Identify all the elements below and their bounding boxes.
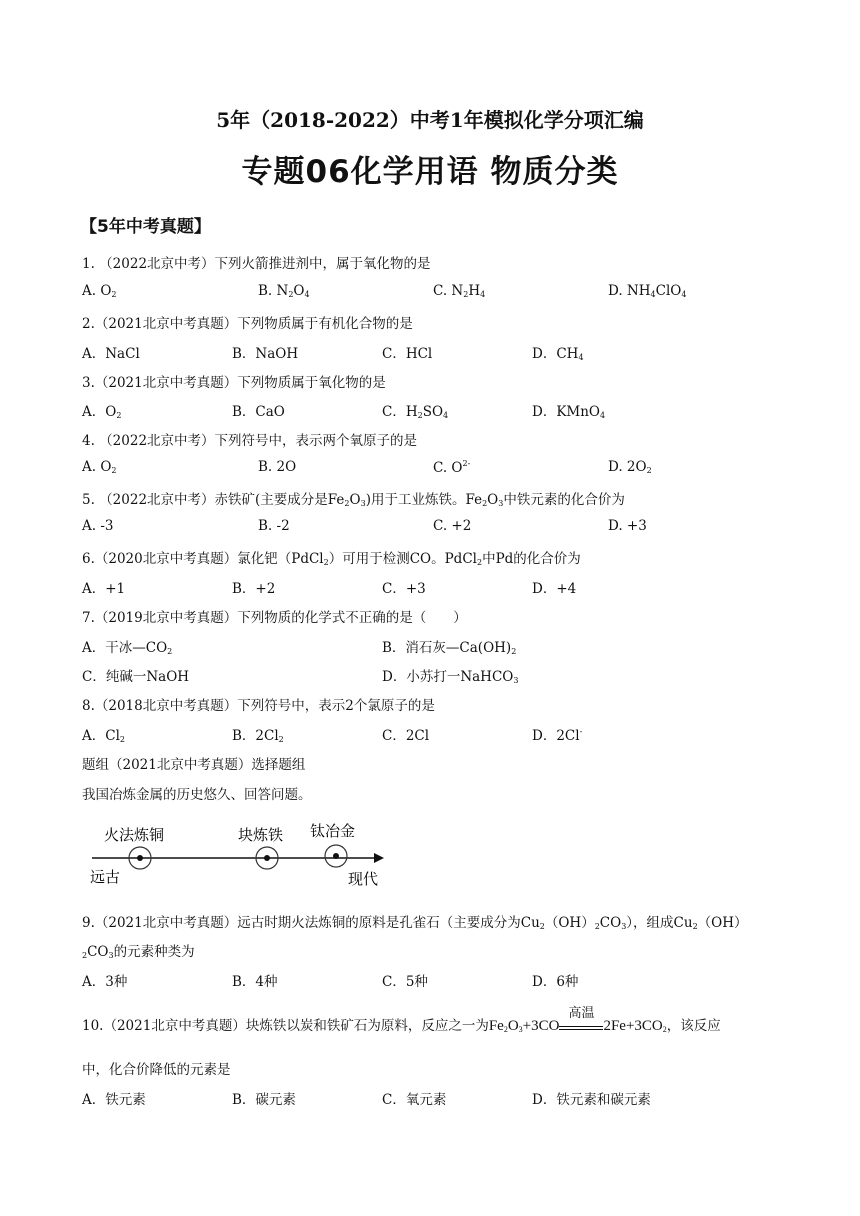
document-title: 专题06化学用语 物质分类 — [241, 154, 619, 190]
question-4-stem: 4. （2022北京中考）下列符号中，表示两个氧原子的是 — [82, 433, 418, 449]
question-1-option-d: D. $NH_4ClO_4$ — [608, 283, 687, 299]
question-2-option-c: C．HCl — [382, 346, 433, 362]
question-1-option-c: C. $N_2H_4$ — [433, 283, 486, 299]
question-7-option-a: A．干冰$—CO_2$ — [82, 640, 173, 656]
timeline-start-label: 远古 — [90, 868, 121, 886]
question-1-option-a: A. $O_2$ — [82, 283, 117, 299]
question-3-option-a: A．$O_2$ — [82, 404, 122, 420]
reaction-condition — [559, 1006, 603, 1030]
question-10-stem-line2: 中，化合价降低的元素是 — [82, 1062, 231, 1078]
section-heading: 【5年中考真题】 — [80, 217, 211, 237]
question-6-stem: 6.（2020北京中考真题）氯化钯（PdCl$_2$）可用于检测CO。PdCl$_2$中Pd的化合价为 — [82, 551, 581, 567]
question-4-option-a: A. $O_2$ — [82, 459, 117, 475]
question-4-option-c: C. $O^{2-}$ — [433, 459, 471, 476]
question-9-option-d: D．6种 — [532, 974, 579, 990]
question-5-option-c: C. +2 — [433, 518, 472, 534]
question-7-stem: 7.（2019北京中考真题）下列物质的化学式不正确的是（ ） — [82, 610, 467, 626]
question-10-option-c: C．氧元素 — [382, 1092, 447, 1108]
question-5-option-d: D. +3 — [608, 518, 647, 534]
question-8-option-b: B．$2Cl_2$ — [232, 728, 284, 744]
document-subtitle: 5年（2018-2022）中考1年模拟化学分项汇编 — [216, 108, 644, 132]
question-3-option-d: D．KMnO$_4$ — [532, 404, 606, 420]
reaction-condition-label: 高温 — [568, 1006, 595, 1021]
question-2-option-a: A．NaCl — [82, 346, 140, 362]
question-2-option-b: B．NaOH — [232, 346, 299, 362]
question-8-option-d: D．2Cl- — [532, 727, 583, 744]
question-5-option-b: B. -2 — [258, 518, 290, 534]
question-8-option-c: C．2Cl — [382, 728, 430, 744]
question-9-stem-line2: $_2CO_3$的元素种类为 — [82, 944, 195, 960]
timeline-dot-copper — [137, 855, 143, 861]
question-1-option-b: B. $N_2O_4$ — [258, 283, 310, 299]
question-2-stem: 2.（2021北京中考真题）下列物质属于有机化合物的是 — [82, 316, 413, 332]
question-10-option-b: B．碳元素 — [232, 1092, 296, 1108]
question-3-stem: 3.（2021北京中考真题）下列物质属于氧化物的是 — [82, 375, 386, 391]
question-2-option-d: D．$CH_4$ — [532, 346, 584, 362]
question-9-option-c: C．5种 — [382, 974, 428, 990]
question-9-stem-line1: 9.（2021北京中考真题）远古时期火法炼铜的原料是孔雀石（主要成分为$Cu_2(OH)_2CO_3$），组成$Cu_2(OH)$ — [82, 915, 748, 931]
question-10-option-a: A．铁元素 — [82, 1092, 146, 1108]
question-3-option-c: C．$H_2SO_4$ — [382, 404, 449, 420]
timeline-label-copper: 火法炼铜 — [104, 826, 165, 844]
equation-left: $Fe_2O_3+3CO$ — [488, 1018, 560, 1034]
question-3-option-b: B．CaO — [232, 404, 285, 420]
question-8-stem: 8.（2018北京中考真题）下列符号中，表示2个氯原子的是 — [82, 698, 435, 714]
question-5-option-a: A. -3 — [82, 518, 114, 534]
group-title: 题组（2021北京中考真题）选择题组 — [82, 757, 306, 773]
question-7-option-b: B．消石灰$—Ca(OH)_2$ — [382, 640, 517, 656]
question-10-stem-line1 — [82, 1006, 721, 1035]
metal-smelting-timeline — [82, 816, 392, 888]
question-6-option-d: D．+4 — [532, 581, 577, 597]
question-7-option-d: D．小苏打一NaHCO$_3$ — [382, 669, 519, 685]
timeline-dot-titanium — [333, 853, 339, 859]
question-10-stem-tail: ，该反应 — [666, 1018, 721, 1034]
timeline-arrow-icon — [374, 853, 384, 863]
question-10-stem-text: 10.（2021北京中考真题）块炼铁以炭和铁矿石为原料，反应之一为 — [82, 1018, 489, 1034]
question-1-stem: 1. （2022北京中考）下列火箭推进剂中，属于氧化物的是 — [82, 256, 431, 272]
timeline-label-titanium: 钛冶金 — [310, 822, 356, 840]
question-7-option-c: C．纯碱一NaOH — [82, 669, 190, 685]
question-9-option-b: B．4种 — [232, 974, 278, 990]
timeline-label-iron: 块炼铁 — [238, 826, 284, 844]
timeline-dot-iron — [264, 855, 270, 861]
question-10-option-d: D．铁元素和碳元素 — [532, 1092, 651, 1108]
group-intro: 我国冶炼金属的历史悠久、回答问题。 — [82, 787, 312, 803]
question-5-stem: 5. （2022北京中考）赤铁矿(主要成分是$Fe_2O_3$)用于工业炼铁。$Fe_2O_3$中铁元素的化合价为 — [82, 492, 625, 508]
question-4-option-d: D. $2O_2$ — [608, 459, 652, 475]
question-8-option-a: A．$Cl_2$ — [82, 728, 125, 744]
timeline-end-label: 现代 — [348, 870, 379, 888]
question-6-option-c: C．+3 — [382, 581, 426, 597]
question-9-option-a: A．3种 — [82, 974, 128, 990]
question-4-option-b: B. 2O — [258, 459, 297, 475]
question-6-option-b: B．+2 — [232, 581, 276, 597]
equation-right: $2Fe+3CO_2$ — [603, 1018, 667, 1034]
question-6-option-a: A．+1 — [82, 581, 126, 597]
